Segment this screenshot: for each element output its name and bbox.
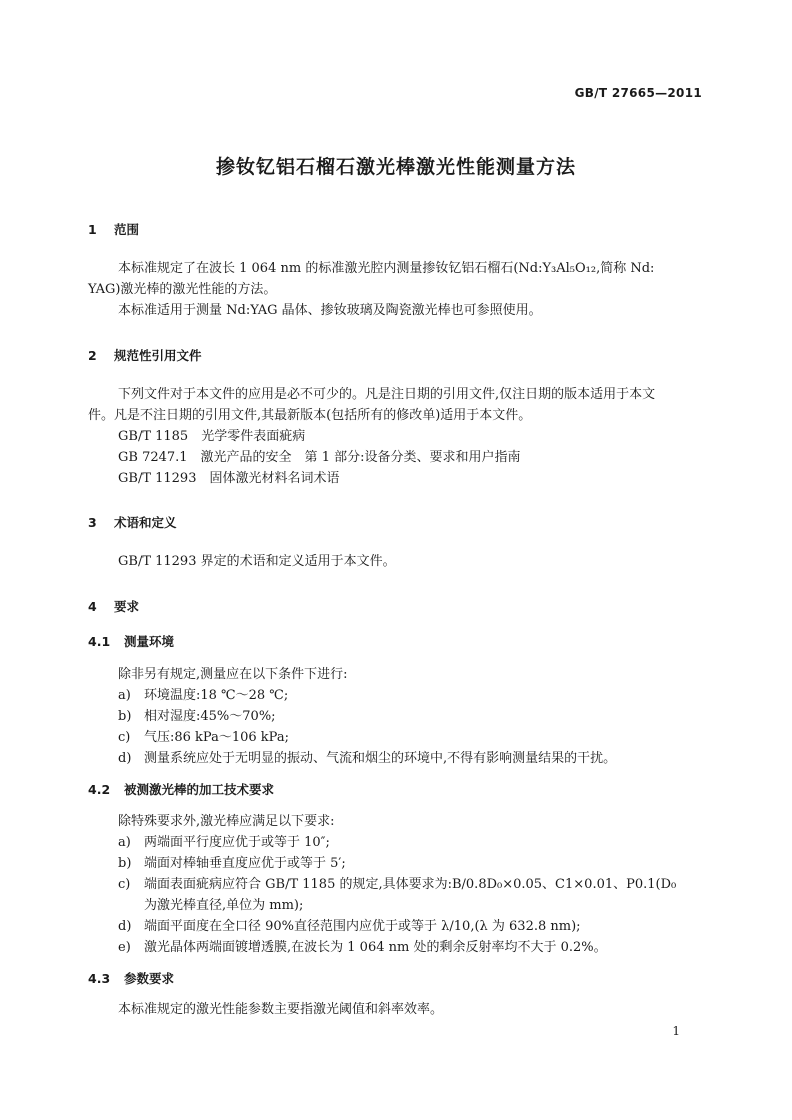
section-title: 规范性引用文件	[114, 348, 202, 363]
section-3-heading	[88, 513, 177, 531]
paragraph: 本标准适用于测量 Nd:YAG 晶体、掺钕玻璃及陶瓷激光棒也可参照使用。	[118, 303, 542, 318]
section-title: 被测激光棒的加工技术要求	[124, 782, 275, 797]
paragraph: 件。凡是不注日期的引用文件,其最新版本(包括所有的修改单)适用于本文件。	[88, 408, 532, 423]
document-title: 掺钕钇铝石榴石激光棒激光性能测量方法	[215, 156, 576, 178]
paragraph: 除特殊要求外,激光棒应满足以下要求:	[118, 814, 335, 829]
section-2-heading	[88, 346, 202, 364]
list-item: a) 两端面平行度应优于或等于 10″;	[118, 835, 330, 850]
paragraph: 除非另有规定,测量应在以下条件下进行:	[118, 667, 348, 682]
page-number: 1	[672, 1024, 680, 1038]
list-item: b) 相对湿度:45%～70%;	[118, 709, 276, 724]
paragraph: 本标准规定的激光性能参数主要指激光阈值和斜率效率。	[118, 1002, 444, 1017]
section-title: 测量环境	[124, 634, 175, 649]
section-number: 4	[88, 599, 97, 614]
section-number: 1	[88, 222, 97, 237]
section-title: 术语和定义	[114, 515, 177, 530]
section-number: 4.2	[88, 782, 111, 797]
section-number: 4.1	[88, 634, 111, 649]
section-4-2-heading	[88, 780, 274, 798]
paragraph: GB/T 11293 界定的术语和定义适用于本文件。	[118, 554, 396, 569]
list-item: b) 端面对棒轴垂直度应优于或等于 5′;	[118, 856, 346, 871]
section-4-heading	[88, 597, 139, 615]
section-4-3-heading	[88, 969, 174, 987]
section-1-heading	[88, 220, 139, 238]
section-title: 参数要求	[124, 971, 175, 986]
list-item-continuation: 为激光棒直径,单位为 mm);	[144, 898, 304, 913]
section-number: 4.3	[88, 971, 111, 986]
list-item: d) 端面平面度在全口径 90%直径范围内应优于或等于 λ/10,(λ 为 632.8 nm);	[118, 919, 581, 934]
section-4-1-heading	[88, 632, 174, 650]
list-item: c) 端面表面疵病应符合 GB/T 1185 的规定,具体要求为:B/0.8D₀×0.05、C1×0.01、P0.1(D₀	[118, 877, 677, 892]
paragraph: 下列文件对于本文件的应用是必不可少的。凡是注日期的引用文件,仅注日期的版本适用于本文	[118, 387, 656, 402]
list-item: a) 环境温度:18 ℃～28 ℃;	[118, 688, 289, 703]
section-number: 3	[88, 515, 97, 530]
reference-item: GB/T 11293 固体激光材料名词术语	[118, 471, 340, 486]
list-item: e) 激光晶体两端面镀增透膜,在波长为 1 064 nm 处的剩余反射率均不大于 0.2%。	[118, 940, 607, 955]
section-title: 范围	[114, 222, 140, 237]
section-title: 要求	[114, 599, 140, 614]
section-number: 2	[88, 348, 97, 363]
paragraph: 本标准规定了在波长 1 064 nm 的标准激光腔内测量掺钕钇铝石榴石(Nd:Y₃Al₅O₁₂,简称 Nd:	[118, 261, 655, 276]
paragraph: YAG)激光棒的激光性能的方法。	[88, 282, 277, 297]
list-item: d) 测量系统应处于无明显的振动、气流和烟尘的环境中,不得有影响测量结果的干扰。	[118, 751, 617, 766]
list-item: c) 气压:86 kPa～106 kPa;	[118, 730, 289, 745]
reference-item: GB 7247.1 激光产品的安全 第 1 部分:设备分类、要求和用户指南	[118, 450, 521, 465]
standard-number: GB/T 27665—2011	[574, 86, 702, 100]
reference-item: GB/T 1185 光学零件表面疵病	[118, 429, 306, 444]
